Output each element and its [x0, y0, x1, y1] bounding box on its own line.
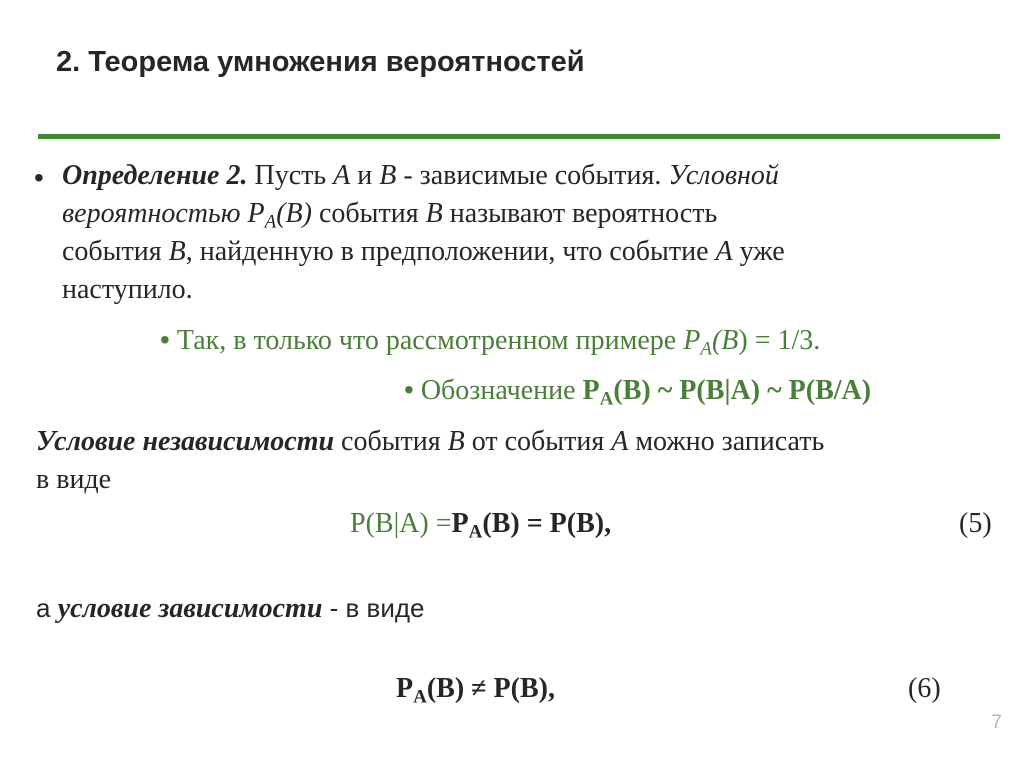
slide-title: 2. Теорема умножения вероятностей: [56, 46, 585, 78]
bullet-marker: •: [404, 374, 414, 405]
formula-5: $P(B|A) =P_A(B) = P(B)$,: [350, 508, 612, 543]
bullet-marker: •: [34, 162, 44, 193]
dependence-line: а условие зависимости - в виде: [36, 593, 425, 624]
independence-paragraph: [36, 423, 824, 499]
independence-term: Условие независимости: [36, 426, 335, 457]
independence-line-1: Условие независимости события B от события A можно записать: [36, 426, 825, 457]
definition-line-1: Определение 2. Пусть A и B - зависимые события. Условной: [62, 160, 779, 191]
formula-5-lhs: P(B|A) =: [350, 508, 452, 539]
definition-line-3: события B, найденную в предположении, что событие A уже: [62, 236, 785, 267]
example-line: • Так, в только что рассмотренном примере $P_A(B) = 1/3$.: [160, 324, 821, 360]
formula-6-number: (6): [908, 673, 941, 704]
bullet-marker: •: [160, 324, 170, 355]
notation-line: • Обозначение $P_A(B)$ ~ P(B|A) ~ P(B/A): [404, 374, 872, 410]
dependence-term: условие зависимости: [57, 593, 323, 624]
definition-term: Определение 2.: [62, 160, 248, 191]
independence-line-2: в виде: [36, 464, 112, 495]
definition-line-4: наступило.: [62, 274, 193, 305]
title-divider: [38, 134, 1000, 139]
definition-paragraph: [62, 157, 785, 309]
page-number: 7: [991, 712, 1002, 733]
formula-6: $P_A(B) \ne P(B)$,: [396, 673, 555, 708]
definition-line-2: вероятностью $P_A(B)$ события B называют вероятность: [62, 198, 718, 233]
formula-5-number: (5): [959, 508, 992, 539]
